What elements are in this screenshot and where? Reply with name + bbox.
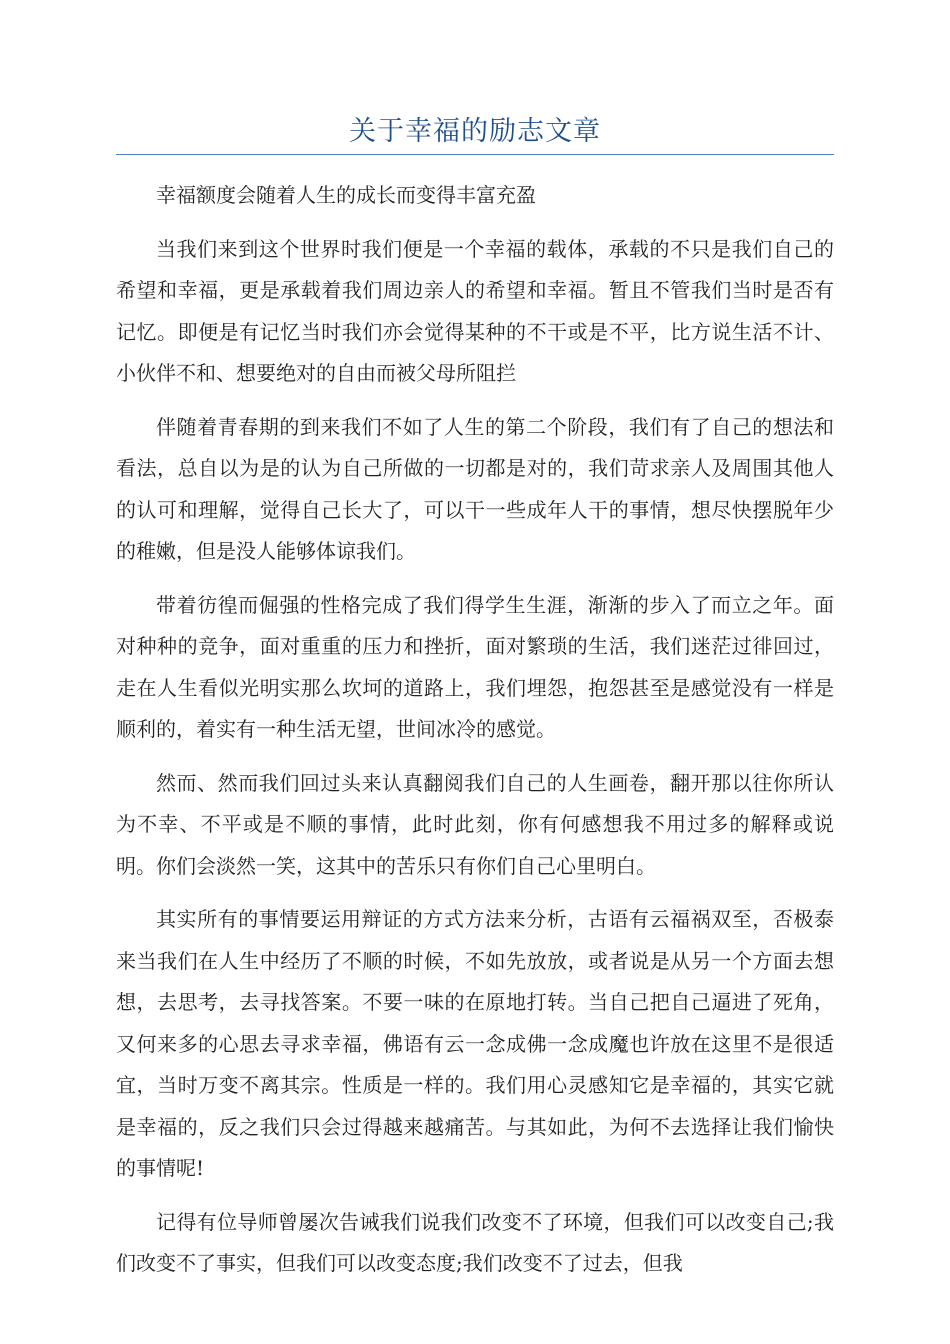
- document-body: [116, 175, 834, 1297]
- paragraph-7: 记得有位导师曾屡次告诫我们说我们改变不了环境，但我们可以改变自己;我们改变不了事实，但我们可以改变态度;我们改变不了过去，但我: [116, 1209, 834, 1275]
- paragraph-2: 当我们来到这个世界时我们便是一个幸福的载体，承载的不只是我们自己的希望和幸福，更是承载着我们周边亲人的希望和幸福。暂且不管我们当时是否有记忆。即便是有记忆当时我们亦会觉得某种的不干或是不平，比方说生活不计、小伙伴不和、想要绝对的自由而被父母所阻拦: [116, 236, 834, 385]
- document-title: 关于幸福的励志文章: [349, 116, 601, 147]
- paragraph-1: 幸福额度会随着人生的成长而变得丰富充盈: [156, 183, 536, 207]
- paragraph-5: 然而、然而我们回过头来认真翻阅我们自己的人生画卷，翻开那以往你所认为不幸、不平或是不顺的事情，此时此刻，你有何感想我不用过多的解释或说明。你们会淡然一笑，这其中的苦乐只有你们自己心里明白。: [116, 770, 834, 878]
- paragraph-6: 其实所有的事情要运用辩证的方式方法来分析，古语有云福祸双至，否极泰来当我们在人生中经历了不顺的时候，不如先放放，或者说是从另一个方面去想想，去思考，去寻找答案。不要一味的在原地打转。当自己把自己逼进了死角，又何来多的心思去寻求幸福，佛语有云一念成佛一念成魔也许放在这里不是很适宜，当时万变不离其宗。性质是一样的。我们用心灵感知它是幸福的，其实它就是幸福的，反之我们只会过得越来越痛苦。与其如此，为何不去选择让我们愉快的事情呢!: [116, 907, 834, 1180]
- paragraph-3: 伴随着青春期的到来我们不如了人生的第二个阶段，我们有了自己的想法和看法，总自以为是的认为自己所做的一切都是对的，我们苛求亲人及周围其他人的认可和理解，觉得自己长大了，可以干一些成年人干的事情，想尽快摆脱年少的稚嫩，但是没人能够体谅我们。: [116, 414, 834, 563]
- title-underline: [116, 154, 834, 155]
- paragraph-4: 带着彷徨而倔强的性格完成了我们得学生生涯，渐渐的步入了而立之年。面对种种的竞争，面对重重的压力和挫折，面对繁琐的生活，我们迷茫过徘回过，走在人生看似光明实那么坎坷的道路上，我们埋怨，抱怨甚至是感觉没有一样是顺利的，着实有一种生活无望，世间冰冷的感觉。: [116, 592, 834, 741]
